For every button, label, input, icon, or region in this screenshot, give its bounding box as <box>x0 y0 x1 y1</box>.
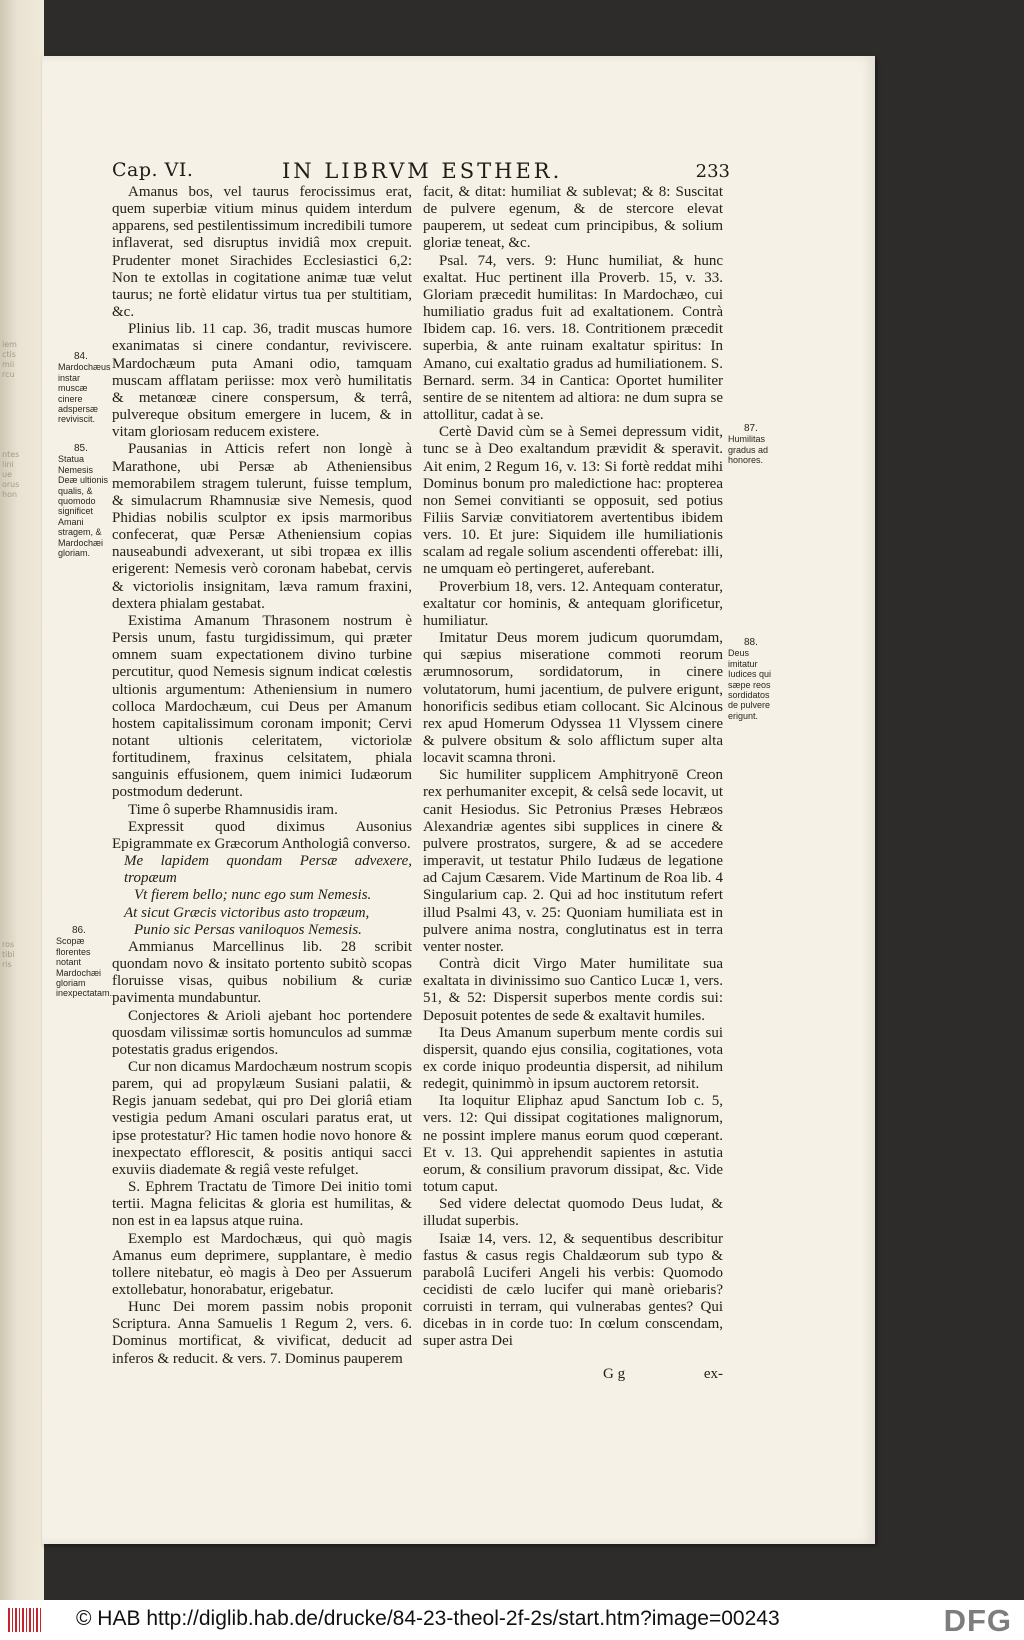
paragraph: Ita loquitur Eliphaz apud Sanctum Iob c. 5, vers. 12: Qui dissipat cogitationes malignorum, ne possint implere manus eorum quod cœperant. Et v. 13. Qui apprehendit sapientes in astutia eorum, & consilium pravorum dissipat, &c. Vide totum caput. <box>423 1093 723 1196</box>
verse-line: Punio sic Persas vaniloquos Nemesis. <box>134 921 362 938</box>
margin-note-text: Mardochæus instar muscæ cinere adspersæ reviviscit. <box>58 362 111 425</box>
catchword-line <box>423 1366 723 1384</box>
paragraph: Imitatur Deus morem judicum quorumdam, qui sæpius miseratione commoti reorum ærumnosorum, sordidatorum, in cinere volutatorum, humi jacentium, de pulvere erigunt, honorificis sedibus etiam collocant. Sic Alcinous rex apud Homerum Odyssea 11 Vlyssem cinere & pulvere obsitum & solo afflictum super alta locavit scamna throni. <box>423 630 723 767</box>
margin-note <box>728 424 780 466</box>
paragraph: Existima Amanum Thrasonem nostrum è Persis unum, fastu turgidissimum, qui præter omnem suam expectationem divino turbine percutitur, quod Nemesis signum indicat cœlestis ultionis argumentum: Atheniensium in numero colloca Mardochæum, cui Deus per Amanum hostem capitalissimum coronam imponit; Cervi notant ultionis celeritatem, victoriolæ fortitudinem, fraxinus celsitatem, phiala sanguinis effusionem, quem inimici Iudæorum postmodum dederunt. <box>112 612 412 801</box>
paragraph: Ammianus Marcellinus lib. 28 scribit quondam novo & insitato portento subitò scopas floruisse visas, quibus nobilium & curiæ pavimenta mundabuntur. <box>112 938 412 1007</box>
source-credit-link[interactable]: © HAB http://diglib.hab.de/drucke/84-23-theol-2f-2s/start.htm?image=00243 <box>76 1607 780 1630</box>
paragraph: Certè David cùm se à Semei depressum vidit, tunc se à Deo exaltandum prævidit & speravit. Ait enim, 2 Regum 16, v. 13: Si fortè reddat mihi Dominus bonum pro maledictione hac: propterea non Semei convitianti se opposuit, sed potius Filiis Sarviæ convitiatorem avertentibus ibidem vers. 10. Et jure: Siquidem ille humiliationis scalam ad regale solium ascendenti offerebat: illi, ne umquam eò pertingeret, auferebant. <box>423 424 723 578</box>
margin-note <box>56 925 113 999</box>
page-number: 233 <box>695 161 730 182</box>
paragraph: Hunc Dei morem passim nobis proponit Scriptura. Anna Samuelis 1 Regum 2, vers. 6. Dominus mortificat, & vivificat, deducit ad inferos & reducit. & vers. 7. Dominus pauperem <box>112 1299 412 1367</box>
verse-line: At sicut Græcis victoribus asto tropæum, <box>124 904 370 921</box>
margin-note-number: 85. <box>74 443 88 454</box>
signature-mark: G g <box>603 1366 626 1382</box>
bleed-through-text: ros tibi ris <box>2 940 15 969</box>
paragraph: Conjectores & Arioli ajebant hoc portendere quosdam vilissimæ sortis homunculos ad summæ potestatis gradus erigendos. <box>112 1007 412 1058</box>
paragraph: Exemplo est Mardochæus, qui quò magis Amanus eum deprimere, supplantare, è medio tollere nitebatur, eò magis à Deo per Assuerum extollebatur, honorabatur, erigebatur. <box>112 1230 412 1298</box>
margin-note-text: Statua Nemesis Deæ ultionis qualis, & quomodo significet Amani stragem, & Mardochæi gloriam. <box>58 454 109 559</box>
margin-note <box>58 352 110 425</box>
paragraph: Ita Deus Amanum superbum mente cordis sui dispersit, quando ejus consilia, cogitationes, vota ex corde iniquo prodeuntia dispersit, ad nihilum redegit, quinimmò in ipsum auctorem retorsit. <box>423 1024 723 1093</box>
margin-note-number: 88. <box>744 637 758 648</box>
bleed-through-text: ntes lini ue orus hon <box>2 450 20 499</box>
margin-note-number: 84. <box>74 351 88 362</box>
margin-note-text: Scopæ florentes notant Mardochæi gloriam inexpectatam. <box>56 936 113 999</box>
paragraph: Cur non dicamus Mardochæum nostrum scopis parem, qui ad propylæum Susiani palatii, & Regis januam sedebat, qui pro Dei gloriâ etiam vestigia pedum Amani osculari paratus erat, ut ipse protestatur? Hic tamen hodie novo honore & inexpectato efflorescit, & positis antiqui sacci exuviis diademate & regiâ veste refulget. <box>112 1058 412 1178</box>
margin-note-text: Deus imitatur Iudices qui sæpe reos sordidatos de pulvere erigunt. <box>728 648 772 721</box>
paragraph: Time ô superbe Rhamnusidis iram. <box>128 801 338 818</box>
margin-note-number: 87. <box>744 423 758 434</box>
viewer-footer <box>0 1600 1024 1640</box>
right-text-column <box>423 184 723 1351</box>
dfg-logo: DFG <box>943 1603 1012 1638</box>
adjacent-page-edge <box>0 0 44 1600</box>
margin-note-text: Humilitas gradus ad honores. <box>728 434 769 466</box>
bleed-through-text: lem ctis mii rcu <box>2 340 17 379</box>
paragraph: Contrà dicit Virgo Mater humilitate sua exaltata in divinissimo suo Cantico Lucæ 1, vers. 51, & 52: Dispersit superbos mente cordis sui: Deposuit potentes de sede & exaltavit humiles. <box>423 956 723 1024</box>
paragraph: Amanus bos, vel taurus ferocissimus erat, quem superbiæ vitium minus quidem interdum apparens, sed pestilentissimum incredibili tumore inflaverat, sed disruptus invidiâ mox crepuit. Prudenter monet Sirachides Ecclesiastici 6,2: Non te extollas in cogitatione animæ tuæ velut taurus; ne fortè elidatur virtus tua per stultitiam, &c. <box>112 184 412 321</box>
running-title: IN LIBRVM ESTHER. <box>282 159 563 183</box>
paragraph: Plinius lib. 11 cap. 36, tradit muscas humore exanimatas si cinere condantur, reviviscere. Mardochæum puta Amani odio, tamquam muscam afflatam periisse: mox verò humilitatis & metanœæ cinere conspersum, & terrâ, pulvereque obsitum emergere in lucem, & in vitam gloriosam reducem existere. <box>112 321 412 441</box>
paragraph: Pausanias in Atticis refert non longè à Marathone, ubi Persæ ab Atheniensibus memorabilem stragem tulerunt, fuisse templum, & simulacrum Rhamnusiæ sive Nemesis, quod Phidias nobilis sculptor ex ipsis marmoribus confecerat, quæ Persæ Atheniensium copias nauseabundi advexerant, ut sibi tropæa ex illis erigerent: Nemesis verò coronam habebat, cervis & victoriolis insignitam, læva ramum fraxini, dextera phialam gestabat. <box>112 441 412 612</box>
paragraph: Sed videre delectat quomodo Deus ludat, & illudat superbis. <box>423 1196 723 1230</box>
verse-line: Vt fierem bello; nunc ego sum Nemesis. <box>134 887 372 904</box>
paragraph: Proverbium 18, vers. 12. Antequam conteratur, exaltatur cor hominis, & antequam glorificetur, humiliatur. <box>423 578 723 629</box>
paragraph: Isaiæ 14, vers. 12, & sequentibus describitur fastus & casus regis Chaldæorum sub typo & parabolâ Luciferi Angeli his verbis: Quomodo cecidisti de cælo lucifer qui manè oriebaris? corruisti in terram, qui vulnerabas gentes? Qui dicebas in in corde tuo: In cœlum conscendam, super astra Dei <box>423 1230 723 1350</box>
margin-note <box>58 444 110 558</box>
margin-note <box>728 638 780 721</box>
paragraph: S. Ephrem Tractatu de Timore Dei initio tomi tertii. Magna felicitas & gloria est humilitas, & non est in ea lapsus atque ruina. <box>112 1179 412 1230</box>
paragraph: Sic humiliter supplicem Amphitryonē Creon rex perhumaniter excepit, & celsâ sede locavit, ut canit Hesiodus. Sic Petronius Præses Hebræos Alexandriæ agentes sibi supplices in cinere & pulvere prostratos, surgere, & ad se accedere imperavit, ut testatur Philo Iudæus de legatione ad Cajum Cæsarem. Vide Martinum de Roa lib. 4 Singularium cap. 2. Qui ad hoc institutum refert illud Psalmi 43, v. 25: Quoniam humiliata est in pulvere anima nostra, conglutinatus est in terra venter noster. <box>423 767 723 955</box>
running-header <box>112 159 730 183</box>
catchword: ex- <box>703 1366 723 1382</box>
chapter-label: Cap. VI. <box>112 159 194 181</box>
paragraph: facit, & ditat: humiliat & sublevat; & 8: Suscitat de pulvere egenum, & de stercore elevat pauperem, ut sedeat cum principibus, & solium gloriæ teneat, &c. <box>423 184 723 252</box>
paragraph: Psal. 74, vers. 9: Hunc humiliat, & hunc exaltat. Huc pertinent illa Proverb. 15, v. 33. Gloriam præcedit humilitas: In Mardochæo, cui humiliatio gradus fuit ad exaltationem. Contrà Ibidem cap. 16. vers. 18. Contritionem præcedit superbia, & ante ruinam exaltatur spiritus: In Amano, cui exaltatio gradus ad humiliationem. S. Bernard. serm. 34 in Cantica: Oportet humiliter sentire de se nitentem ad altiora: ne dum supra se attollitur, cadat à se. <box>423 252 723 424</box>
paragraph: Expressit quod diximus Ausonius Epigrammate ex Græcorum Anthologiâ converso. <box>112 818 412 852</box>
left-text-column <box>112 184 412 1368</box>
verse-line: Me lapidem quondam Persæ advexere, tropæum <box>124 853 412 887</box>
margin-note-number: 86. <box>72 925 86 936</box>
barcode-icon <box>8 1608 42 1632</box>
